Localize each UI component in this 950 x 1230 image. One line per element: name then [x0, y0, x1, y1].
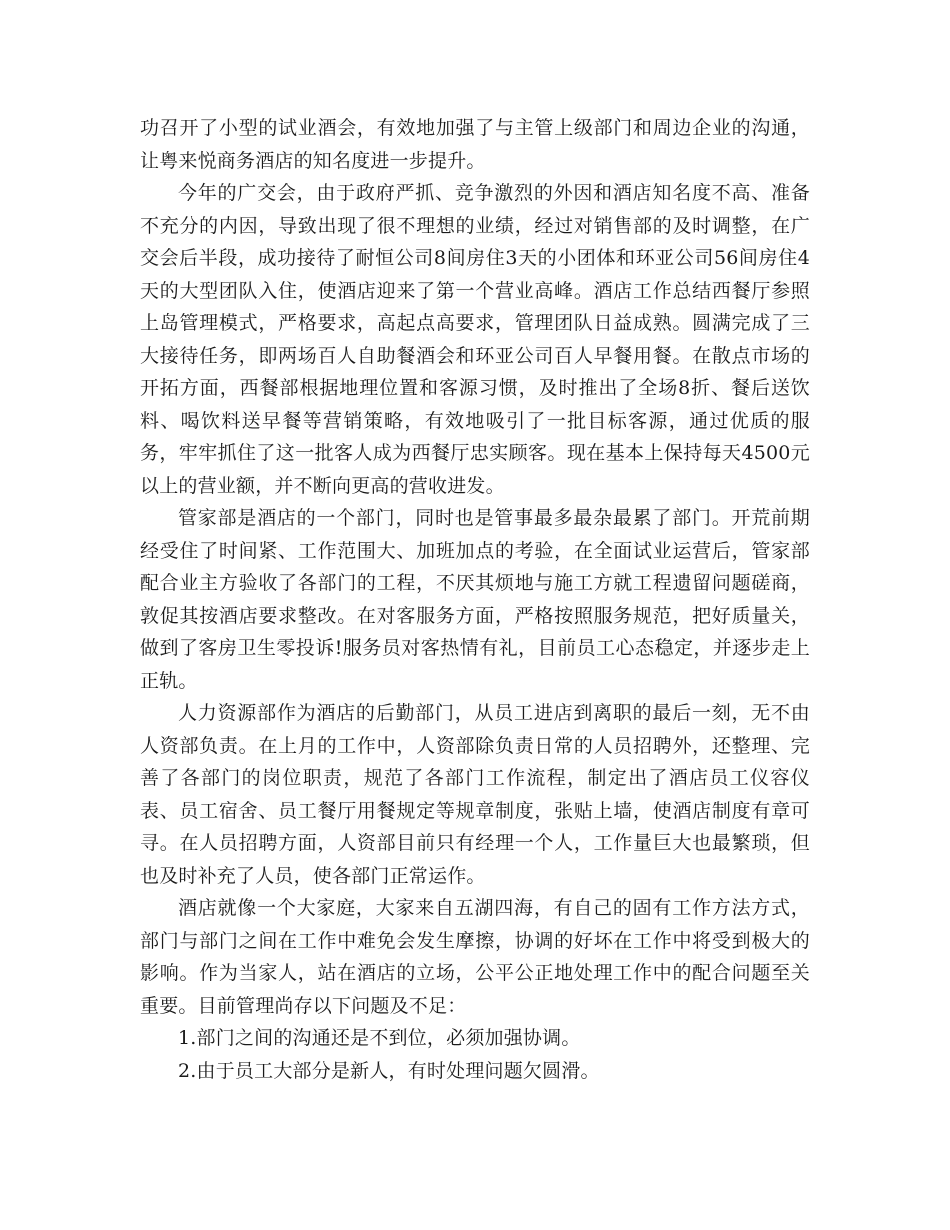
document-body: [140, 112, 810, 1087]
list-item: 1.部门之间的沟通还是不到位，必须加强协调。: [178, 1027, 581, 1049]
paragraph-coordination: 酒店就像一个大家庭，大家来自五湖四海，有自己的固有工作方法方式，部门与部门之间在工作中难免会发生摩擦，协调的好坏在工作中将受到极大的影响。作为当家人，站在酒店的立场，公平公正地处理工作中的配合问题至关重要。目前管理尚存以下问题及不足：: [140, 897, 810, 1017]
paragraph-human-resources: 人力资源部作为酒店的后勤部门，从员工进店到离职的最后一刻，无不由人资部负责。在上月的工作中，人资部除负责日常的人员招聘外，还整理、完善了各部门的岗位职责，规范了各部门工作流程，制定出了酒店员工仪容仪表、员工宿舍、员工餐厅用餐规定等规章制度，张贴上墙，使酒店制度有章可寻。在人员招聘方面，人资部目前只有经理一个人，工作量巨大也最繁琐，但也及时补充了人员，使各部门正常运作。: [140, 702, 810, 887]
list-item: 2.由于员工大部分是新人，有时处理问题欠圆滑。: [178, 1059, 600, 1082]
paragraph-housekeeping: 管家部是酒店的一个部门，同时也是管事最多最杂最累了部门。开荒前期经受住了时间紧、工作范围大、加班加点的考验，在全面试业运营后，管家部配合业主方验收了各部门的工程，不厌其烦地与施工方就工程遗留问题磋商，敦促其按酒店要求整改。在对客服务方面，严格按照服务规范，把好质量关，做到了客房卫生零投诉!服务员对客热情有礼，目前员工心态稳定，并逐步走上正轨。: [140, 507, 810, 692]
paragraph-canton-fair: 今年的广交会，由于政府严抓、竞争激烈的外因和酒店知名度不高、准备不充分的内因，导致出现了很不理想的业绩，经过对销售部的及时调整，在广交会后半段，成功接待了耐恒公司8间房住3天的小团体和环亚公司56间房住4天的大型团队入住，使酒店迎来了第一个营业高峰。酒店工作总结西餐厅参照上岛管理模式，严格要求，高起点高要求，管理团队日益成熟。圆满完成了三大接待任务，即两场百人自助餐酒会和环亚公司百人早餐用餐。在散点市场的开拓方面，西餐部根据地理位置和客源习惯，及时推出了全场8折、餐后送饮料、喝饮料送早餐等营销策略，有效地吸引了一批目标客源，通过优质的服务，牢牢抓住了这一批客人成为西餐厅忠实顾客。现在基本上保持每天4500元以上的营业额，并不断向更高的营收进发。: [140, 182, 810, 497]
paragraph-continuation: 功召开了小型的试业酒会，有效地加强了与主管上级部门和周边企业的沟通，让粤来悦商务酒店的知名度进一步提升。: [140, 117, 810, 172]
